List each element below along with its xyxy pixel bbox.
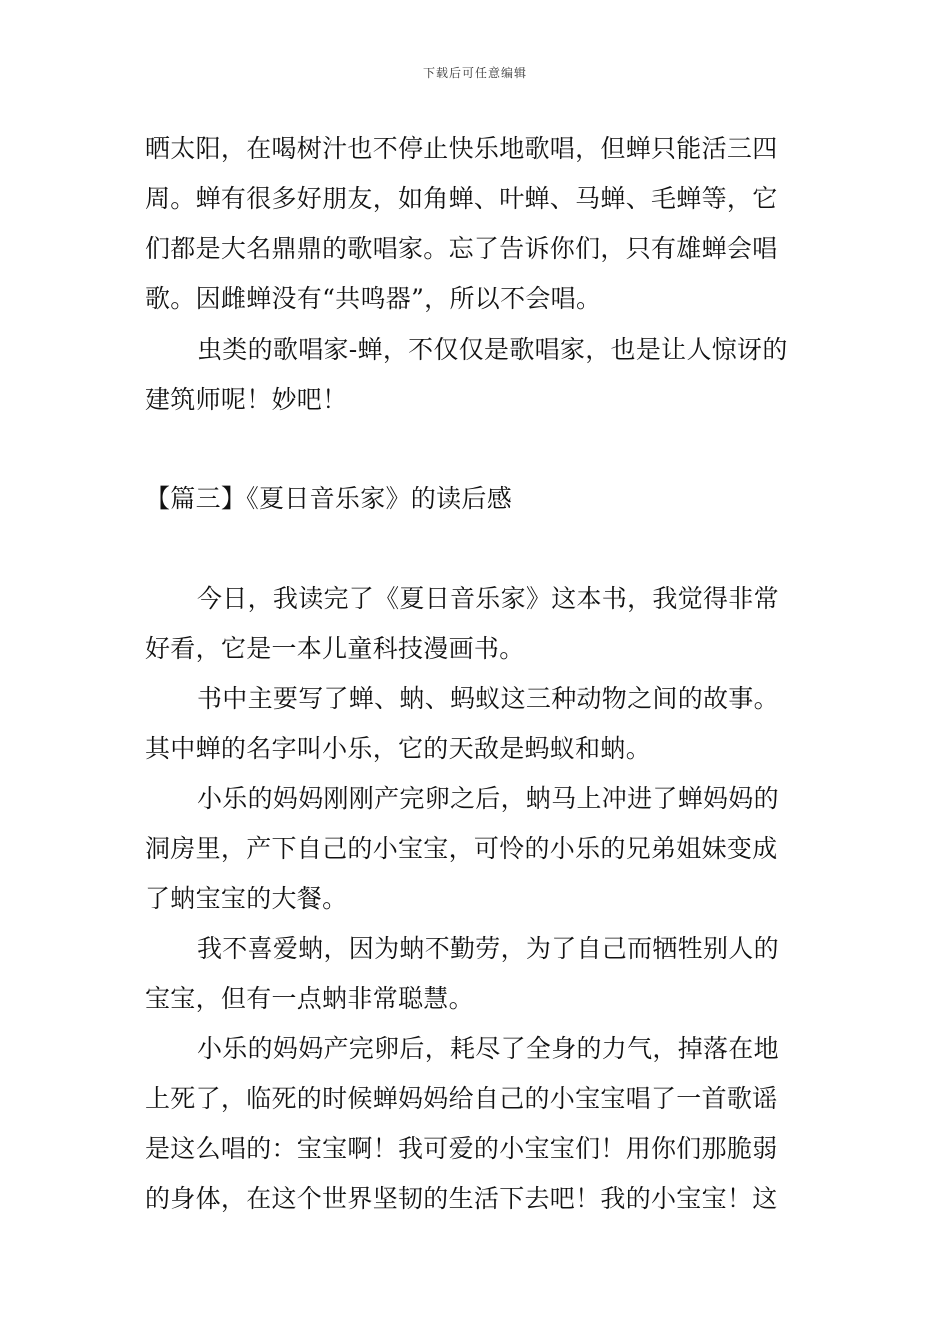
- text-line: 其中蝉的名字叫小乐，它的天敌是蚂蚁和蚋。: [145, 734, 652, 763]
- text-line: 晒太阳，在喝树汁也不停止快乐地歌唱，但蝉只能活三四: [145, 134, 778, 163]
- text-line: 小乐的妈妈产完卵后，耗尽了全身的力气，掉落在地: [197, 1034, 779, 1063]
- text-line: 上死了，临死的时候蝉妈妈给自己的小宝宝唱了一首歌谣: [145, 1084, 778, 1113]
- text-line: 小乐的妈妈刚刚产完卵之后，蚋马上冲进了蝉妈妈的: [197, 784, 779, 813]
- text-line: 洞房里，产下自己的小宝宝，可怜的小乐的兄弟姐妹变成: [145, 834, 778, 863]
- text-line: 今日，我读完了《夏日音乐家》这本书，我觉得非常: [197, 584, 779, 613]
- section-heading: 【篇三】《夏日音乐家》的读后感: [145, 484, 513, 513]
- text-line: 好看，它是一本儿童科技漫画书。: [145, 634, 525, 663]
- text-line: 宝宝，但有一点蚋非常聪慧。: [145, 984, 474, 1013]
- text-line: 建筑师呢！妙吧！: [145, 385, 348, 414]
- page-header: 下载后可任意编辑: [422, 66, 527, 80]
- text-line: 书中主要写了蝉、蚋、蚂蚁这三种动物之间的故事。: [197, 684, 779, 713]
- text-line: 虫类的歌唱家-蝉，不仅仅是歌唱家，也是让人惊讶的: [197, 335, 788, 364]
- text-line: 的身体，在这个世界坚韧的生活下去吧！我的小宝宝！这: [145, 1184, 778, 1213]
- text-line: 了蚋宝宝的大餐。: [145, 884, 348, 913]
- text-line: 我不喜爱蚋，因为蚋不勤劳，为了自己而牺牲别人的: [197, 934, 779, 963]
- text-line: 是这么唱的：宝宝啊！我可爱的小宝宝们！用你们那脆弱: [145, 1134, 778, 1163]
- text-line: 周。蝉有很多好朋友，如角蝉、叶蝉、马蝉、毛蝉等，它: [145, 184, 778, 213]
- text-line: 歌。因雌蝉没有“共鸣器”，所以不会唱。: [145, 284, 602, 313]
- text-line: 们都是大名鼎鼎的歌唱家。忘了告诉你们，只有雄蝉会唱: [145, 234, 778, 263]
